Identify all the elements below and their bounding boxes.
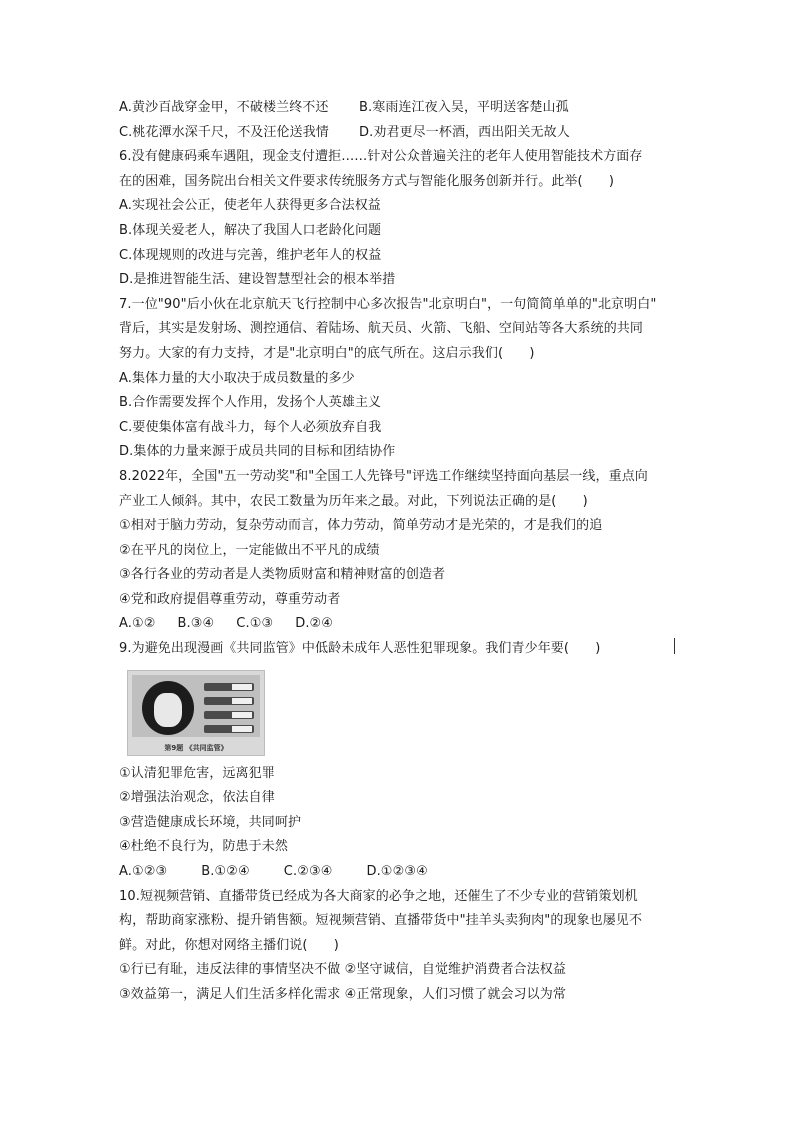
q5-option-d: D.劝君更尽一杯酒，西出阳关无故人	[359, 124, 570, 140]
q10-stem-line-1: 10.短视频营销、直播带货已经成为各大商家的必争之地，还催生了不少专业的营销策划机	[119, 888, 638, 904]
q8-statement-3: ③各行各业的劳动者是人类物质财富和精神财富的创造者	[119, 567, 446, 583]
q6-stem-line-2: 在的困难，国务院出台相关文件要求传统服务方式与智能化服务创新并行。此举( )	[119, 173, 615, 189]
q9-statement-4: ④杜绝不良行为，防患于未然	[119, 839, 288, 855]
cartoon-face-icon	[154, 693, 182, 727]
q9-cartoon-image	[127, 670, 265, 756]
q8-stem-line-1: 8.2022年，全国"五一劳动奖"和"全国工人先锋号"评选工作继续坚持面向基层一线，重点向	[119, 468, 648, 484]
q7-option-b: B.合作需要发挥个人作用，发扬个人英雄主义	[119, 395, 382, 411]
q7-option-c: C.要使集体富有战斗力，每个人必须放弃自我	[119, 419, 382, 435]
q9-statement-1: ①认清犯罪危害，远离犯罪	[119, 765, 275, 781]
q10-stem-line-2: 构，帮助商家涨粉、提升销售额。短视频营销、直播带货中"挂羊头卖狗肉"的现象也屡见不	[119, 913, 643, 929]
q9-figure-caption: 第9题 《共同监管》	[164, 743, 228, 752]
q5-option-b: B.寒雨连江夜入吴，平明送客楚山孤	[359, 100, 569, 115]
q8-statement-1: ①相对于脑力劳动，复杂劳动而言，体力劳动，简单劳动才是光荣的，才是我们的追	[119, 518, 603, 534]
q10-statements-3-4: ③效益第一，满足人们生活多样化需求 ④正常现象，人们习惯了就会习以为常	[119, 987, 566, 1002]
q5-options-row-2	[119, 121, 699, 146]
q8-statement-4: ④党和政府提倡尊重劳动，尊重劳动者	[119, 591, 341, 607]
q6-option-a: A.实现社会公正，使老年人获得更多合法权益	[119, 198, 381, 214]
q8-choice-c: C.①③	[236, 616, 274, 632]
cartoon-arrow-icon	[204, 683, 254, 691]
q9-choice-d: D.①②③④	[366, 864, 428, 880]
q8-choice-d: D.②④	[295, 616, 334, 632]
q8-stem-line-2: 产业工人倾斜。其中，农民工数量为历年来之最。对此，下列说法正确的是( )	[119, 493, 588, 509]
q6-option-c: C.体现规则的改进与完善，维护老年人的权益	[119, 247, 382, 263]
q6-option-d: D.是推进智能生活、建设智慧型社会的根本举措	[119, 272, 396, 288]
q5-option-c: C.桃花潭水深千尺，不及汪伦送我情	[119, 124, 329, 140]
q7-stem-line-3: 努力。大家的有力支持，才是"北京明白"的底气所在。这启示我们( )	[119, 345, 535, 361]
q8-choices	[119, 612, 699, 637]
cartoon-arrow-icon	[204, 711, 254, 719]
exam-page	[119, 96, 699, 1008]
q9-choice-b: B.①②④	[201, 864, 250, 880]
q9-statement-3: ③营造健康成长环境，共同呵护	[119, 814, 302, 830]
q9-choice-a: A.①②③	[119, 864, 168, 880]
q10-statements-1-2: ①行已有耻，违反法律的事情坚决不做 ②坚守诚信，自觉维护消费者合法权益	[119, 962, 566, 978]
q9-choices	[119, 860, 699, 885]
q5-options-row-1	[119, 96, 699, 121]
q6-stem-line-1: 6.没有健康码乘车遇阻，现金支付遭拒……针对公众普遍关注的老年人使用智能技术方面存	[119, 149, 643, 165]
q9-choice-c: C.②③④	[283, 864, 333, 880]
q7-option-d: D.集体的力量来源于成员共同的目标和团结协作	[119, 444, 396, 460]
q9-stem: 9.为避免出现漫画《共同监管》中低龄未成年人恶性犯罪现象。我们青少年要( )	[119, 641, 601, 657]
q10-stem-line-3: 鲜。对此，你想对网络主播们说( )	[119, 937, 339, 953]
q8-choice-a: A.①②	[119, 616, 156, 632]
q8-statement-2: ②在平凡的岗位上，一定能做出不平凡的成绩	[119, 542, 380, 558]
q7-stem-line-2: 背后，其实是发射场、测控通信、着陆场、航天员、火箭、飞船、空间站等各大系统的共同	[119, 321, 644, 337]
q8-choice-b: B.③④	[177, 616, 215, 632]
cartoon-panel	[132, 675, 260, 737]
q7-stem-line-1: 7.一位"90"后小伙在北京航天飞行控制中心多次报告"北京明白"，一句简简单单的"北京明白"	[119, 296, 657, 312]
text-cursor	[674, 638, 675, 654]
q7-option-a: A.集体力量的大小取决于成员数量的多少	[119, 370, 355, 386]
cartoon-arrow-icon	[204, 725, 254, 733]
q9-statement-2: ②增强法治观念，依法自律	[119, 790, 275, 806]
q5-option-a: A.黄沙百战穿金甲，不破楼兰终不还	[119, 100, 329, 115]
cartoon-arrow-icon	[204, 697, 254, 705]
q6-option-b: B.体现关爱老人，解决了我国人口老龄化问题	[119, 222, 382, 238]
